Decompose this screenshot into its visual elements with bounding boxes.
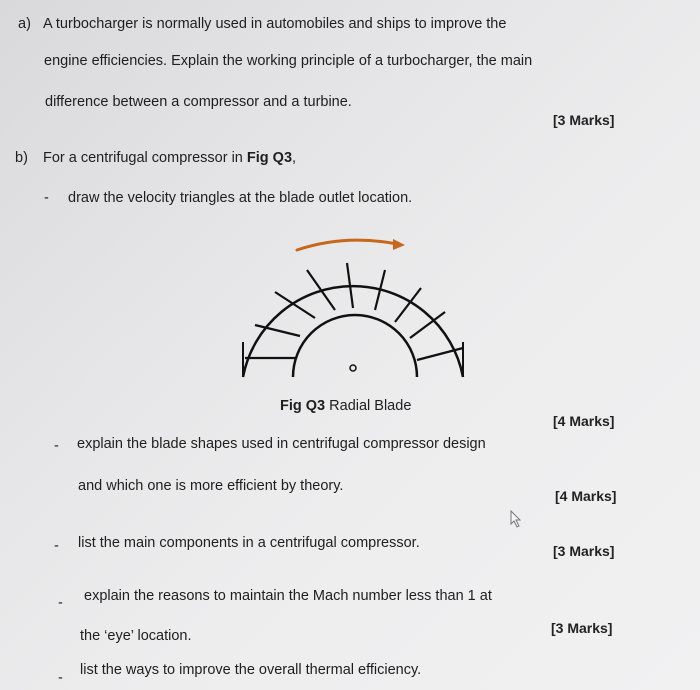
item-3-marks: [3 Marks] [553,543,615,559]
radial-blade-figure [235,230,475,385]
item-4-text: explain the reasons to maintain the Mach number less than 1 at [84,588,492,604]
item-4-marks: [3 Marks] [551,620,613,636]
item-4-text2: the ‘eye’ location. [80,628,192,644]
inner-arc [293,315,417,377]
rotation-arrow-head-icon [393,239,405,250]
centre-point [350,365,356,371]
item-2-marks: [4 Marks] [553,413,615,429]
part-a-line3: difference between a compressor and a turbine. [45,94,352,110]
part-a-label: a) [18,16,31,32]
part-a-marks: [3 Marks] [553,112,615,128]
rotation-arrow-icon [297,240,397,250]
item-1-text: draw the velocity triangles at the blade outlet location. [68,190,413,206]
part-b-intro-text: For a centrifugal compressor in [43,150,243,166]
part-a-line1: A turbocharger is normally used in automobiles and ships to improve the [43,16,507,32]
figure-caption-bold: Fig Q3 [280,398,326,414]
part-b-label: b) [15,150,28,166]
blade-4 [307,270,335,310]
bullet-5: - [58,670,63,686]
item-3-text: list the main components in a centrifugal compressor. [78,535,420,551]
bullet-1: - [44,190,49,206]
part-b-intro [43,150,296,166]
item-2-text2: and which one is more efficient by theory. [78,478,344,494]
item-5-text: list the ways to improve the overall thermal efficiency. [80,662,422,678]
item-2-marks2: [4 Marks] [555,488,617,504]
part-b-fig-ref: Fig Q3 [246,150,293,166]
bullet-4: - [58,595,63,611]
part-a-line2: engine efficiencies. Explain the working principle of a turbocharger, the main [44,53,533,69]
bullet-2: - [54,438,59,454]
bullet-3: - [54,538,59,554]
mouse-cursor-icon [509,510,523,528]
item-2-text: explain the blade shapes used in centrifugal compressor design [77,436,486,452]
figure-caption [280,398,411,414]
part-b-intro-end: , [292,150,297,166]
figure-caption-rest: Radial Blade [329,398,412,414]
